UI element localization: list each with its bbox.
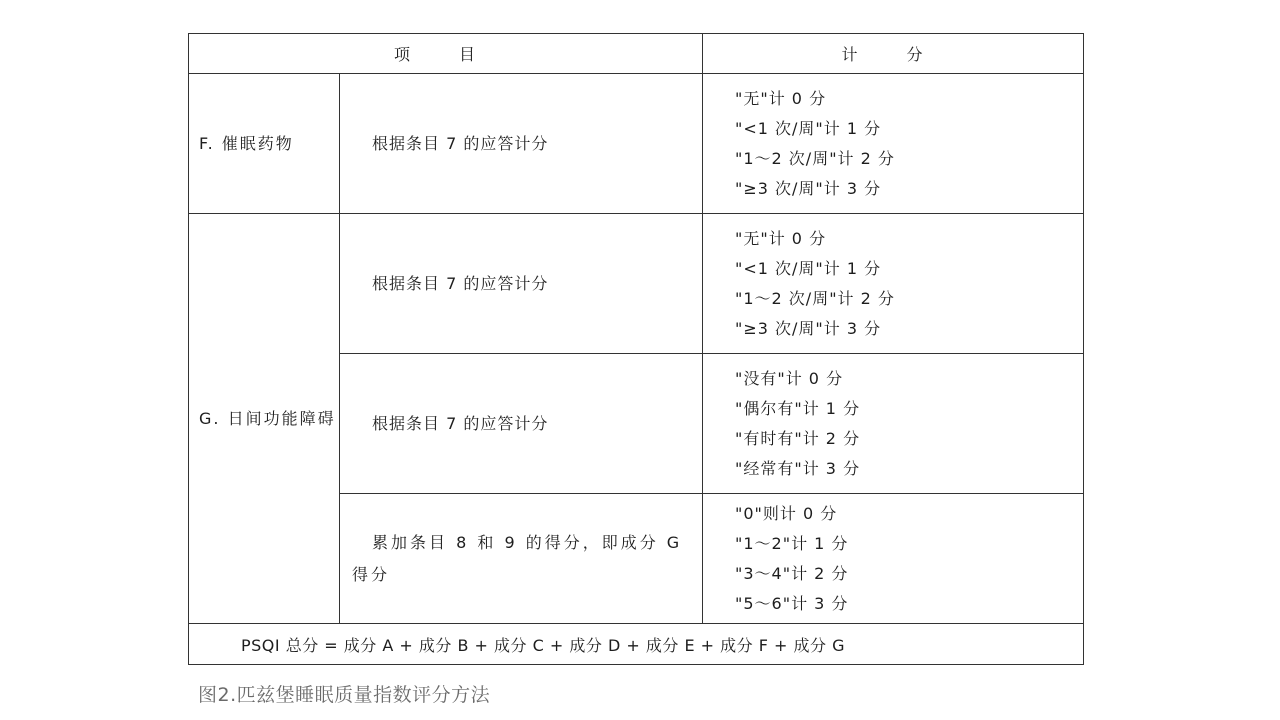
psqi-scoring-table <box>188 33 1084 665</box>
table-row <box>189 214 1084 354</box>
score-line: "<1 次/周"计 1 分 <box>735 258 882 278</box>
score-line: "没有"计 0 分 <box>735 368 844 388</box>
score-line: "≥3 次/周"计 3 分 <box>735 318 882 338</box>
score-line: "5～6"计 3 分 <box>735 593 849 613</box>
score-line: "偶尔有"计 1 分 <box>735 398 861 418</box>
score-line: "无"计 0 分 <box>735 228 827 248</box>
table-header-row <box>189 34 1084 74</box>
header-item: 项 目 <box>189 34 703 74</box>
score-cell <box>703 74 1084 214</box>
table-row <box>189 74 1084 214</box>
method-cell: 根据条目 7 的应答计分 <box>340 354 703 494</box>
category-cell: F. 催眠药物 <box>189 74 340 214</box>
score-line: "≥3 次/周"计 3 分 <box>735 178 882 198</box>
score-line: "0"则计 0 分 <box>735 503 838 523</box>
figure-caption: 图2.匹兹堡睡眠质量指数评分方法 <box>198 684 491 706</box>
psqi-total-formula: PSQI 总分 = 成分 A + 成分 B + 成分 C + 成分 D + 成分 E + 成分 F + 成分 G <box>189 624 1084 665</box>
method-cell: 根据条目 7 的应答计分 <box>340 214 703 354</box>
score-cell <box>703 214 1084 354</box>
score-cell <box>703 354 1084 494</box>
score-line: "无"计 0 分 <box>735 88 827 108</box>
score-line: "有时有"计 2 分 <box>735 428 861 448</box>
score-line: "1～2 次/周"计 2 分 <box>735 288 895 308</box>
score-line: "3～4"计 2 分 <box>735 563 849 583</box>
method-cell: 根据条目 7 的应答计分 <box>340 74 703 214</box>
score-line: "<1 次/周"计 1 分 <box>735 118 882 138</box>
total-row <box>189 624 1084 665</box>
score-line: "1～2 次/周"计 2 分 <box>735 148 895 168</box>
header-score: 计 分 <box>703 34 1084 74</box>
method-cell: 累加条目 8 和 9 的得分，即成分 G 得分 <box>340 494 703 624</box>
category-cell: G. 日间功能障碍 <box>189 214 340 624</box>
score-line: "经常有"计 3 分 <box>735 458 861 478</box>
score-cell <box>703 494 1084 624</box>
score-line: "1～2"计 1 分 <box>735 533 849 553</box>
